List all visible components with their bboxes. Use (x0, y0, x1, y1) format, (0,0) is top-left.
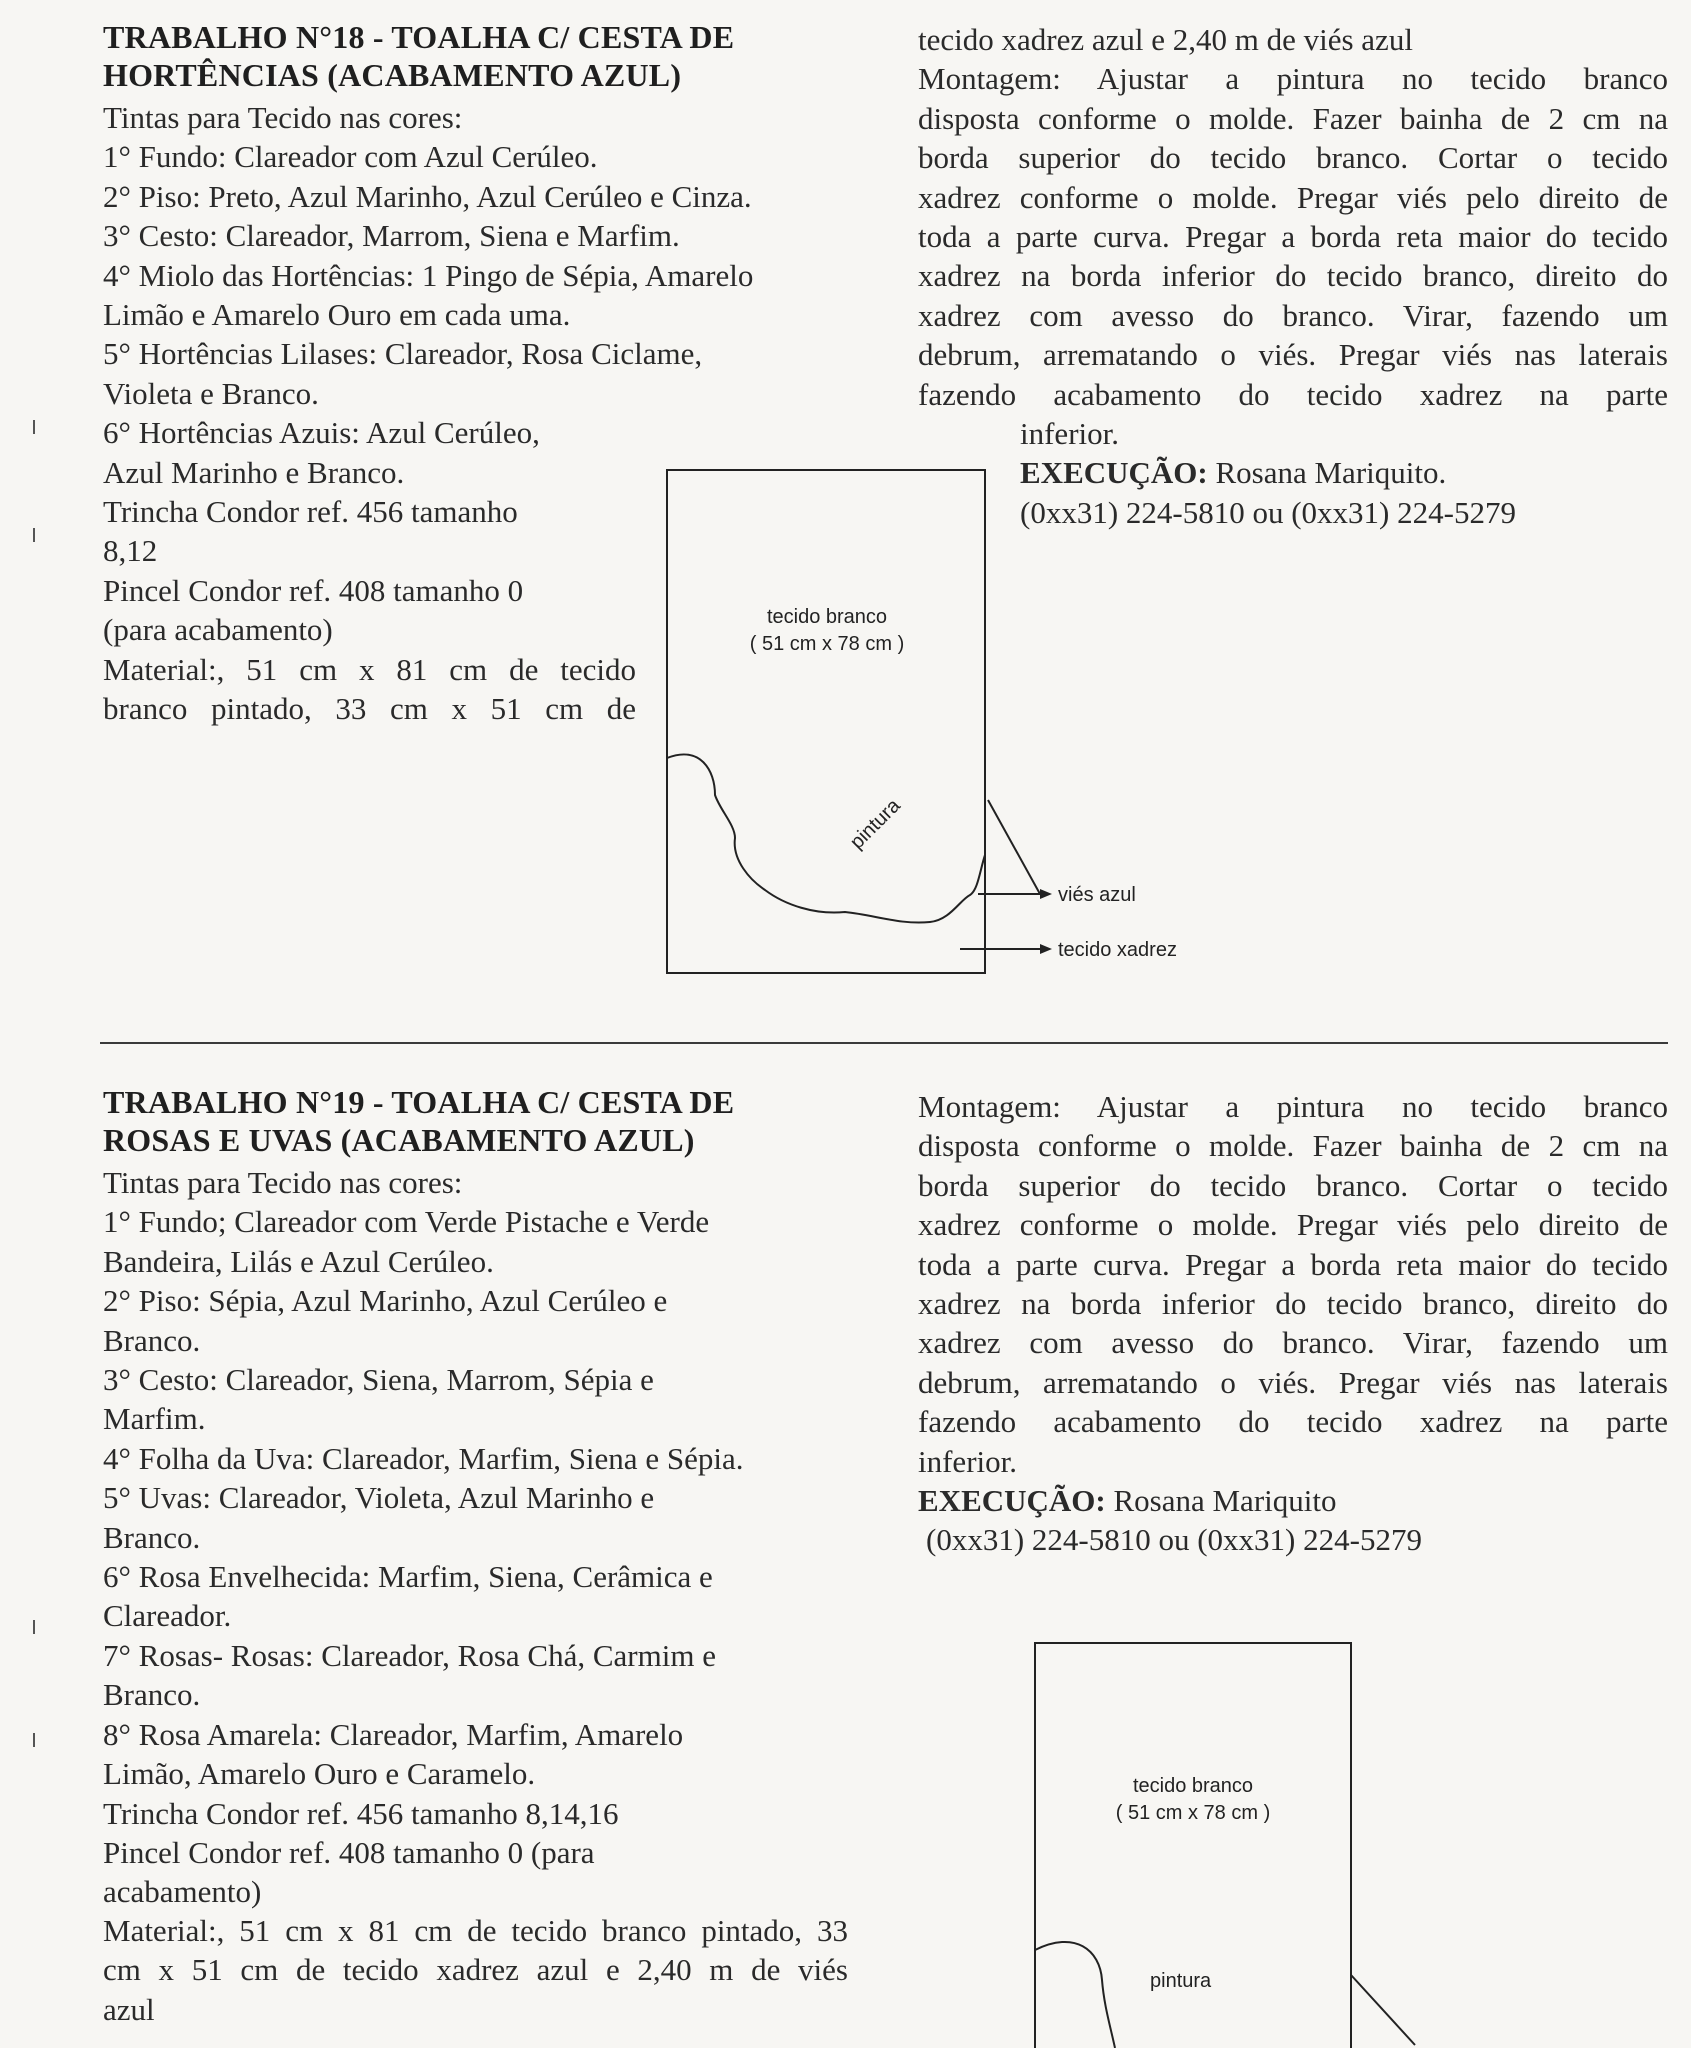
phone-numbers: (0xx31) 224-5810 ou (0xx31) 224-5279 (926, 1522, 1422, 1558)
paint-list-line: 2° Piso: Preto, Azul Marinho, Azul Cerúleo e Cinza. (103, 178, 752, 214)
montagem-last-line: inferior. (918, 1443, 1017, 1479)
painting-label: pintura (1150, 1970, 1212, 1992)
paint-list-line: Clareador. (103, 1598, 232, 1634)
white-fabric-label: tecido branco (766, 606, 888, 628)
montagem-line: debrum, arrematando o viés. Pregar viés nas laterais (918, 1364, 1668, 1400)
work18-materials-list (103, 98, 754, 650)
material-line: cm x 51 cm de tecido xadrez azul e 2,40 m de viés (103, 1952, 848, 1988)
painting-label: pintura (845, 794, 905, 854)
bias-arrow (1040, 889, 1052, 899)
margin-mark (33, 528, 35, 542)
montagem-line: Montagem: Ajustar a pintura no tecido branco (918, 61, 1668, 97)
margin-mark (33, 420, 35, 434)
paint-list-line: acabamento) (103, 1874, 262, 1910)
paint-list-line: Trincha Condor ref. 456 tamanho 8,14,16 (103, 1795, 619, 1831)
section-divider (100, 1042, 1668, 1044)
work18-instructions (918, 20, 1668, 414)
montagem-line: fazendo acabamento do tecido xadrez na parte (918, 1404, 1668, 1440)
white-fabric-rect (667, 470, 985, 973)
painting-outline (1035, 1942, 1115, 2048)
montagem-line: toda a parte curva. Pregar a borda reta maior do tecido (918, 219, 1668, 255)
paint-list-line: Limão, Amarelo Ouro e Caramelo. (103, 1756, 536, 1792)
bias-line-top (988, 800, 1040, 894)
material-line: Material:, 51 cm x 81 cm de tecido branco pintado, 33 (103, 1913, 848, 1948)
paint-list-line: 5° Hortências Lilases: Clareador, Rosa Ciclame, (103, 336, 703, 372)
paint-list-line: Pincel Condor ref. 408 tamanho 0 (para (103, 1834, 595, 1870)
paint-list-line: 8,12 (103, 533, 158, 569)
bias-label: viés azul (1058, 884, 1136, 906)
plaid-arrow (1040, 944, 1052, 954)
execution-name: Rosana Mariquito. (1215, 455, 1447, 491)
white-fabric-size: ( 51 cm x 78 cm ) (749, 633, 905, 655)
paint-list-line: 2° Piso: Sépia, Azul Marinho, Azul Cerúleo e (103, 1283, 668, 1319)
montagem-line: borda superior do tecido branco. Cortar o tecido (918, 1167, 1668, 1203)
material-last-line: azul (103, 1991, 155, 2027)
white-fabric-label: tecido branco (1132, 1775, 1254, 1797)
paint-list-line: 3° Cesto: Clareador, Siena, Marrom, Sépia e (103, 1362, 654, 1398)
paint-list-line: 6° Hortências Azuis: Azul Cerúleo, (103, 415, 540, 451)
work19-title-line: ROSAS E UVAS (ACABAMENTO AZUL) (103, 1122, 695, 1158)
work19-material (103, 1911, 848, 2029)
montagem-line: disposta conforme o molde. Fazer bainha de 2 cm na (918, 100, 1668, 136)
work19-materials-list (103, 1163, 863, 1912)
paint-list-line: Trincha Condor ref. 456 tamanho (103, 494, 518, 530)
montagem-line: borda superior do tecido branco. Cortar o tecido (918, 140, 1668, 176)
paint-list-line: 7° Rosas- Rosas: Clareador, Rosa Chá, Carmim e (103, 1637, 716, 1673)
execution-label: EXECUÇÃO: (1020, 455, 1208, 491)
paint-list-line: Tintas para Tecido nas cores: (103, 100, 463, 135)
paint-list-line: Branco. (103, 1519, 201, 1555)
work18-title (103, 18, 823, 94)
montagem-line: xadrez com avesso do branco. Virar, fazendo um (918, 297, 1668, 333)
margin-mark (33, 1733, 35, 1747)
plaid-label: tecido xadrez (1058, 939, 1177, 961)
paint-list-line: Pincel Condor ref. 408 tamanho 0 (103, 572, 524, 608)
paint-list-line: (para acabamento) (103, 612, 333, 648)
montagem-line: xadrez na borda inferior do tecido branco, direito do (918, 258, 1668, 294)
paint-list-line: 6° Rosa Envelhecida: Marfim, Siena, Cerâmica e (103, 1559, 713, 1595)
work19-title-line: TRABALHO N°19 - TOALHA C/ CESTA DE (103, 1084, 735, 1120)
montagem-last-line: inferior. (1020, 416, 1119, 451)
paint-list-line: 4° Miolo das Hortências: 1 Pingo de Sépia, Amarelo (103, 257, 754, 293)
paint-list-line: Azul Marinho e Branco. (103, 454, 405, 490)
work18-title-line: HORTÊNCIAS (ACABAMENTO AZUL) (103, 57, 682, 93)
paint-list-line: 4° Folha da Uva: Clareador, Marfim, Siena e Sépia. (103, 1440, 744, 1476)
montagem-line: xadrez com avesso do branco. Virar, fazendo um (918, 1325, 1668, 1361)
paint-list-line: Violeta e Branco. (103, 375, 319, 411)
material-continuation: tecido xadrez azul e 2,40 m de viés azul (918, 22, 1413, 57)
work19-title (103, 1083, 823, 1159)
work19-instructions (918, 1087, 1668, 1560)
paint-list-line: 1° Fundo; Clareador com Verde Pistache e Verde (103, 1204, 710, 1240)
paint-list-line: 3° Cesto: Clareador, Marrom, Siena e Marfim. (103, 218, 680, 254)
montagem-line: disposta conforme o molde. Fazer bainha de 2 cm na (918, 1128, 1668, 1164)
montagem-line: Montagem: Ajustar a pintura no tecido branco (918, 1089, 1668, 1124)
paint-list-line: Bandeira, Lilás e Azul Cerúleo. (103, 1243, 494, 1279)
work18-title-line: TRABALHO N°18 - TOALHA C/ CESTA DE (103, 19, 735, 55)
montagem-line: xadrez conforme o molde. Pregar viés pelo direito de (918, 1207, 1668, 1243)
montagem-line: xadrez conforme o molde. Pregar viés pelo direito de (918, 179, 1668, 215)
margin-mark (33, 1620, 35, 1634)
white-fabric-size: ( 51 cm x 78 cm ) (1115, 1802, 1271, 1824)
execution-credit (918, 1481, 1668, 1520)
paint-list-line: Tintas para Tecido nas cores: (103, 1165, 463, 1200)
montagem-line: toda a parte curva. Pregar a borda reta maior do tecido (918, 1246, 1668, 1282)
work19-pattern-diagram (1020, 1635, 1460, 2048)
paint-list-line: Limão e Amarelo Ouro em cada uma. (103, 297, 571, 333)
paint-list-line: 5° Uvas: Clareador, Violeta, Azul Marinho e (103, 1480, 655, 1516)
montagem-line: fazendo acabamento do tecido xadrez na parte (918, 376, 1668, 412)
paint-list-line: Marfim. (103, 1401, 206, 1437)
paint-list-line: 8° Rosa Amarela: Clareador, Marfim, Amarelo (103, 1716, 684, 1752)
montagem-line: debrum, arrematando o viés. Pregar viés nas laterais (918, 337, 1668, 373)
phone-numbers: (0xx31) 224-5810 ou (0xx31) 224-5279 (1020, 494, 1516, 530)
work18-material (103, 650, 636, 729)
material-line: Material:, 51 cm x 81 cm de tecido (103, 652, 636, 687)
material-line: branco pintado, 33 cm x 51 cm de (103, 691, 636, 727)
execution-name: Rosana Mariquito (1113, 1483, 1337, 1519)
paint-list-line: 1° Fundo: Clareador com Azul Cerúleo. (103, 139, 598, 175)
paint-list-line: Branco. (103, 1322, 201, 1358)
painting-outline (667, 754, 985, 922)
execution-label: EXECUÇÃO: (918, 1483, 1106, 1519)
montagem-line: xadrez na borda inferior do tecido branco, direito do (918, 1286, 1668, 1322)
paint-list-line: Branco. (103, 1677, 201, 1713)
work18-pattern-diagram (660, 460, 1220, 980)
bias-line (1351, 1975, 1415, 2045)
